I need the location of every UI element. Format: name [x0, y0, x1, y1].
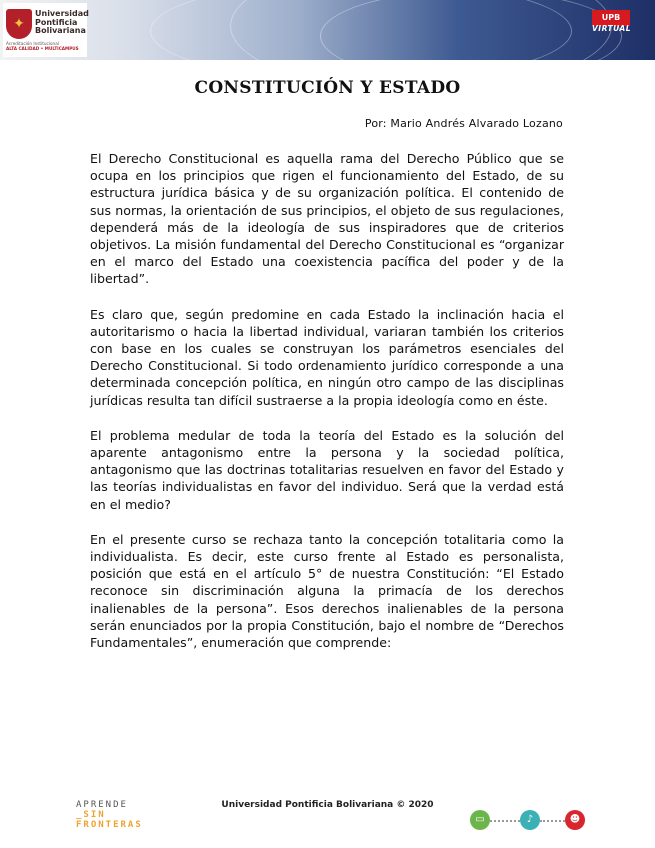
- header-banner: [0, 0, 655, 60]
- accreditation-text: [6, 41, 86, 51]
- virtual-label: VIRTUAL: [592, 24, 631, 33]
- dotted-connector: [490, 820, 520, 822]
- banner-decoration: [320, 0, 622, 60]
- university-name-line: Pontificia: [35, 17, 78, 27]
- university-name: [35, 10, 87, 36]
- university-logo: [3, 3, 87, 57]
- dotted-connector: [540, 820, 565, 822]
- university-name-line: Bolivariana: [35, 26, 86, 35]
- brand-line: _SIN: [76, 810, 106, 820]
- audio-icon: ♪: [520, 810, 540, 830]
- paragraph: El Derecho Constitucional es aquella rama del Derecho Público que se ocupa en los principios que rigen el funcionamiento del Estado, de su estructura jurídica básica y de su organización política. El contenido de sus normas, la orientación de sus principios, el objeto de sus regulaciones, dependerá más de la ideología de sus inspiradores que de criterios objetivos. La misión fundamental del Derecho Constitucional es “organizar en el marco del Estado una coexistencia pacífica del poder y de la libertad”.: [90, 151, 564, 287]
- accreditation-line: ALTA CALIDAD • MULTICAMPUS: [6, 46, 79, 51]
- footer-icon-row: [470, 808, 590, 832]
- brand-line: APRENDE: [76, 800, 128, 810]
- person-icon: ☻: [565, 810, 585, 830]
- shield-icon: ✦: [6, 9, 32, 39]
- paragraph: En el presente curso se rechaza tanto la concepción totalitaria como la individualista. Es decir, este curso frente al Estado es personalista, posición que está en el artículo 5° de nuestra Constitución: “El Estado reconoce sin discriminación alguna la primacía de los derechos inalienables de la persona”. Esos derechos inalienables de la persona serán enunciados por la propia Constitución, bajo el nombre de “Derechos Fundamentales”, enumeración que comprende:: [90, 531, 564, 651]
- university-name-line: Universidad: [35, 9, 89, 18]
- copyright-text: Universidad Pontificia Bolivariana © 2020: [221, 800, 434, 810]
- video-icon: ▭: [470, 810, 490, 830]
- upb-logo: UPB: [592, 10, 630, 26]
- document-title: CONSTITUCIÓN Y ESTADO: [194, 78, 461, 98]
- paragraph: El problema medular de toda la teoría del Estado es la solución del aparente antagonismo entre la persona y la sociedad política, antagonismo que las doctrinas totalitarias resuelven en favor del Estado y las teorías individualistas en favor del individuo. Será que la verdad está en el medio?: [90, 427, 564, 512]
- brand-line: FRONTERAS: [76, 820, 143, 830]
- author-line: Por: Mario Andrés Alvarado Lozano: [364, 117, 563, 130]
- document-body: [90, 150, 564, 669]
- paragraph: Es claro que, según predomine en cada Estado la inclinación hacia el autoritarismo o hacia la libertad individual, variaran también los criterios con base en los cuales se construyan los parámetros esenciales del Derecho Constitucional. Si todo ordenamiento jurídico corresponde a una determinada concepción política, en ningún otro campo de las disciplinas jurídicas resulta tan difícil sustraerse a la propia ideología como en éste.: [90, 306, 564, 408]
- accreditation-line: Acreditación Institucional: [6, 41, 59, 46]
